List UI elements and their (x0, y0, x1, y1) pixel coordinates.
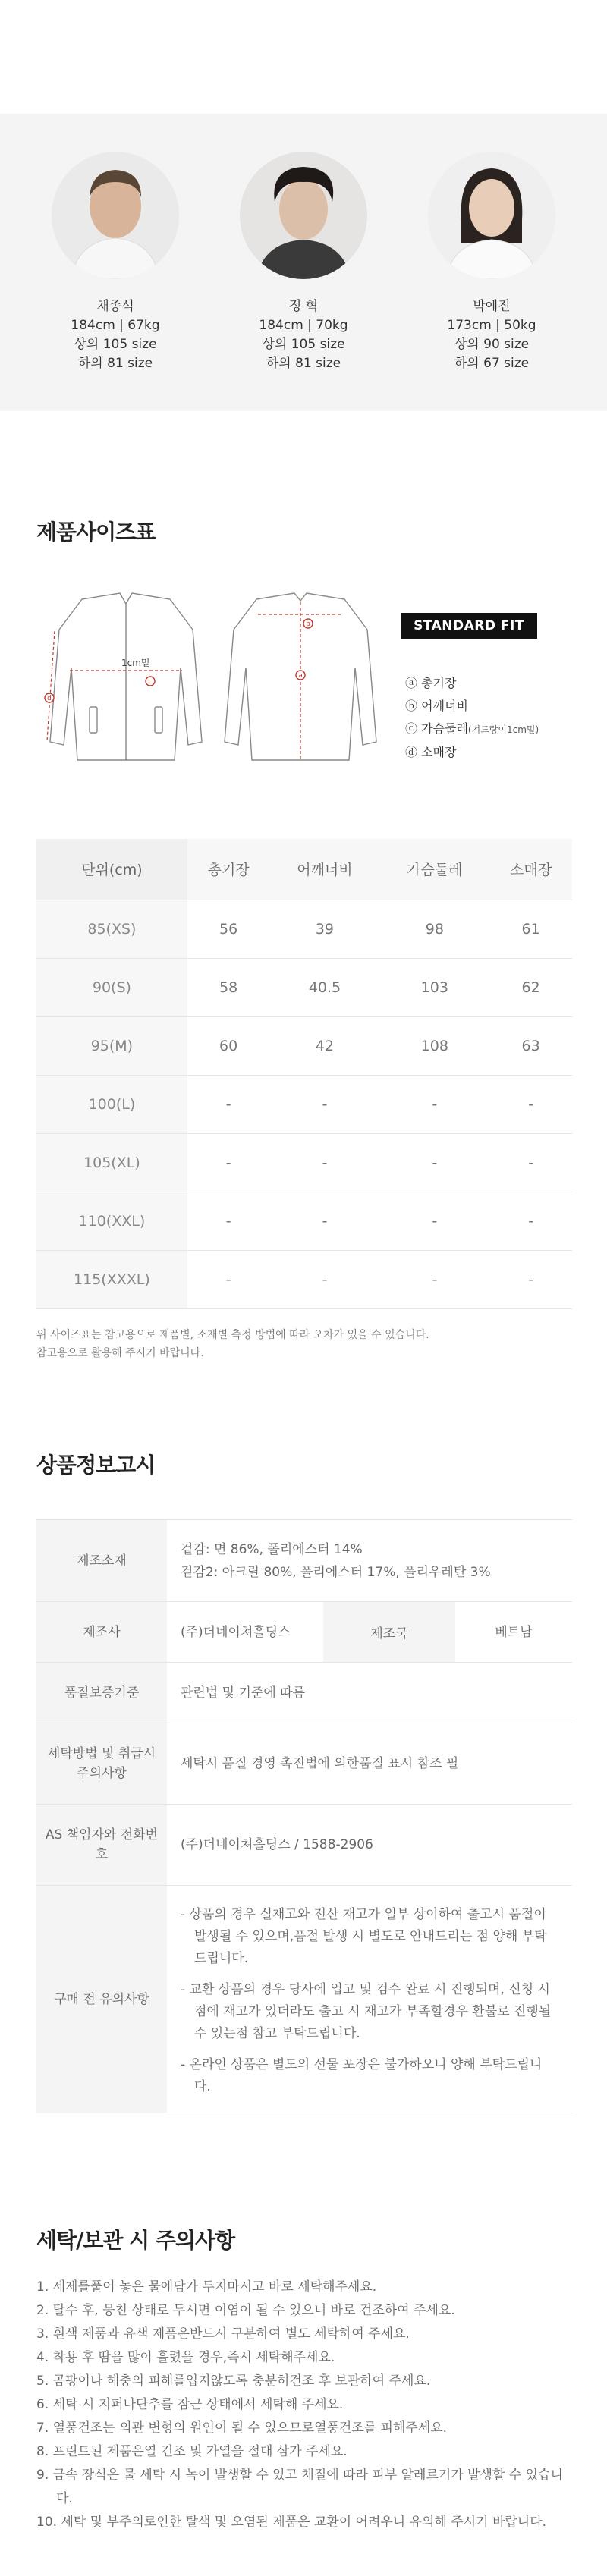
table-cell: 58 (187, 958, 270, 1016)
table-cell: - (269, 1250, 379, 1308)
legend-item: ⓐ 총기장 (405, 676, 457, 690)
table-cell: - (379, 1075, 489, 1133)
svg-text:c: c (148, 678, 153, 686)
table-row (36, 1805, 572, 1886)
armpit-label: 1cm밑 (121, 658, 150, 668)
size-table (36, 839, 572, 1309)
model-photo (428, 152, 555, 279)
material-label: 제조소재 (36, 1520, 167, 1602)
list-item: 2. 탈수 후, 뭉친 상태로 두시면 이염이 될 수 있으니 바로 건조하여 주세요. (36, 2303, 455, 2318)
size-label-cell: 90(S) (36, 958, 187, 1016)
maker-label: 제조사 (36, 1602, 167, 1663)
table-cell: - (379, 1192, 489, 1250)
column-header: 소매장 (489, 839, 572, 900)
table-cell: - (489, 1075, 572, 1133)
table-cell: - (379, 1133, 489, 1192)
table-row (36, 1192, 572, 1250)
model-photo (52, 152, 179, 279)
svg-text:a: a (298, 672, 303, 680)
caution-value (167, 1886, 572, 2113)
table-row (36, 1886, 572, 2113)
table-cell: - (187, 1192, 270, 1250)
model-name: 정 혁 (288, 299, 319, 314)
column-header: 어깨너비 (269, 839, 379, 900)
table-cell: - (269, 1075, 379, 1133)
table-cell: - (489, 1250, 572, 1308)
quality-label: 품질보증기준 (36, 1663, 167, 1723)
model-body: 173cm | 50kg (447, 318, 536, 333)
size-label-cell: 85(XS) (36, 900, 187, 958)
table-cell: 61 (489, 900, 572, 958)
model-top-size: 상의 105 size (262, 337, 345, 352)
model-name: 박예진 (473, 299, 511, 314)
list-item: 5. 곰팡이나 해충의 피해를입지않도록 충분히건조 후 보관하여 주세요. (36, 2373, 431, 2389)
column-header: 가슴둘레 (379, 839, 489, 900)
as-label: AS 책임자와 전화번호 (36, 1805, 167, 1886)
model-bottom-size: 하의 67 size (454, 356, 530, 371)
table-cell: - (489, 1192, 572, 1250)
list-item: 8. 프린트된 제품은열 건조 및 가열을 절대 삼가 주세요. (36, 2444, 348, 2459)
table-row (36, 1133, 572, 1192)
svg-text:b: b (306, 620, 310, 628)
model-bottom-size: 하의 81 size (266, 356, 341, 371)
as-value: (주)더네이쳐홀딩스 / 1588-2906 (167, 1805, 572, 1886)
size-label-cell: 115(XXXL) (36, 1250, 187, 1308)
model-card (235, 152, 372, 373)
product-info-table (36, 1519, 572, 2113)
caution-label: 구매 전 유의사항 (36, 1886, 167, 2113)
table-cell: 40.5 (269, 958, 379, 1016)
country-label: 제조국 (323, 1602, 455, 1663)
list-item: 7. 열풍건조는 외관 변형의 원인이 될 수 있으므로열풍건조를 피해주세요. (36, 2420, 448, 2436)
column-header: 단위(cm) (36, 839, 187, 900)
table-cell: - (187, 1250, 270, 1308)
washing-title: 세탁/보관 시 주의사항 (36, 2228, 235, 2253)
list-item: 10. 세탁 및 부주의로인한 탈색 및 오염된 제품은 교환이 어려우니 유의해 주시기 바랍니다. (36, 2515, 547, 2530)
model-body: 184cm | 70kg (259, 318, 348, 333)
size-label-cell: 105(XL) (36, 1133, 187, 1192)
size-label-cell: 95(M) (36, 1016, 187, 1075)
table-row (36, 1520, 572, 1602)
legend-item: ⓑ 어깨너비 (405, 699, 468, 713)
table-cell: 42 (269, 1016, 379, 1075)
size-chart-title: 제품사이즈표 (36, 520, 156, 545)
list-item: 4. 착용 후 땀을 많이 흘렸을 경우,즉시 세탁해주세요. (36, 2350, 335, 2365)
wash-value: 세탁시 품질 경영 촉진법에 의한품질 표시 참조 필 (167, 1723, 572, 1805)
table-header-row (36, 839, 572, 900)
list-item: 1. 세제를풀어 놓은 물에담가 두지마시고 바로 세탁해주세요. (36, 2279, 377, 2295)
caution-item: - 교환 상품의 경우 당사에 입고 및 검수 완료 시 진행되며, 신청 시점에 재고가 있더라도 출고 시 재고가 부족할경우 환불로 진행될 수 있는점 참고 부탁드립니다. (181, 1981, 552, 2041)
model-card (47, 152, 184, 373)
column-header: 총기장 (187, 839, 270, 900)
quality-value: 관련법 및 기준에 따름 (167, 1663, 572, 1723)
table-row (36, 1663, 572, 1723)
table-cell: 39 (269, 900, 379, 958)
model-info-section (0, 114, 607, 411)
product-info-title: 상품정보고시 (36, 1453, 156, 1478)
fit-badge: STANDARD FIT (401, 613, 537, 639)
list-item: 6. 세탁 시 지퍼나단추를 잠근 상태에서 세탁해 주세요. (36, 2397, 344, 2412)
table-cell: 103 (379, 958, 489, 1016)
model-name: 채종석 (96, 299, 134, 314)
svg-text:d: d (47, 695, 52, 702)
table-row (36, 1723, 572, 1805)
table-cell: - (187, 1133, 270, 1192)
table-cell: 62 (489, 958, 572, 1016)
wash-label: 세탁방법 및 취급시주의사항 (36, 1723, 167, 1805)
table-row (36, 958, 572, 1016)
table-cell: 63 (489, 1016, 572, 1075)
table-row (36, 1602, 572, 1663)
model-top-size: 상의 90 size (454, 337, 530, 352)
table-cell: - (187, 1075, 270, 1133)
table-cell: 98 (379, 900, 489, 958)
country-value: 베트남 (455, 1602, 572, 1663)
model-top-size: 상의 105 size (74, 337, 157, 352)
model-body: 184cm | 67kg (71, 318, 160, 333)
table-row (36, 1016, 572, 1075)
table-row (36, 1250, 572, 1308)
table-cell: - (379, 1250, 489, 1308)
table-cell: 108 (379, 1016, 489, 1075)
washing-list (36, 2276, 568, 2534)
table-cell: - (269, 1133, 379, 1192)
table-row (36, 900, 572, 958)
list-item: 3. 흰색 제품과 유색 제품은반드시 구분하여 별도 세탁하여 주세요. (36, 2326, 410, 2342)
table-cell: 60 (187, 1016, 270, 1075)
table-row (36, 1075, 572, 1133)
model-card (423, 152, 560, 373)
caution-item: - 상품의 경우 실재고와 전산 재고가 일부 상이하여 출고시 품절이 발생될 수 있으며,품절 발생 시 별도로 안내드리는 점 양해 부탁드립니다. (181, 1906, 547, 1966)
size-label-cell: 100(L) (36, 1075, 187, 1133)
material-value: 겉감: 면 86%, 폴리에스터 14% 겉감2: 아크릴 80%, 폴리에스터 17%, 폴리우레탄 3% (167, 1520, 572, 1602)
measurement-legend (405, 672, 539, 764)
table-cell: 56 (187, 900, 270, 958)
table-cell: - (269, 1192, 379, 1250)
list-item: 9. 금속 장식은 물 세탁 시 녹이 발생할 수 있고 체질에 따라 피부 알레르기가 발생할 수 있습니다. (36, 2468, 563, 2506)
table-cell: - (489, 1133, 572, 1192)
legend-item: ⓓ 소매장 (405, 745, 457, 759)
legend-item: ⓒ 가슴둘레(겨드랑이1cm밑) (405, 721, 539, 736)
garment-measurement-diagram (36, 584, 385, 789)
model-bottom-size: 하의 81 size (77, 356, 153, 371)
maker-value: (주)더네이쳐홀딩스 (167, 1602, 323, 1663)
size-note: 위 사이즈표는 참고용으로 제품별, 소재별 측정 방법에 따라 오차가 있을 수 있습니다. 참고용으로 활용해 주시기 바랍니다. (36, 1329, 429, 1359)
caution-item: - 온라인 상품은 별도의 선물 포장은 불가하오니 양해 부탁드립니다. (181, 2056, 543, 2094)
size-label-cell: 110(XXL) (36, 1192, 187, 1250)
model-photo (240, 152, 367, 279)
